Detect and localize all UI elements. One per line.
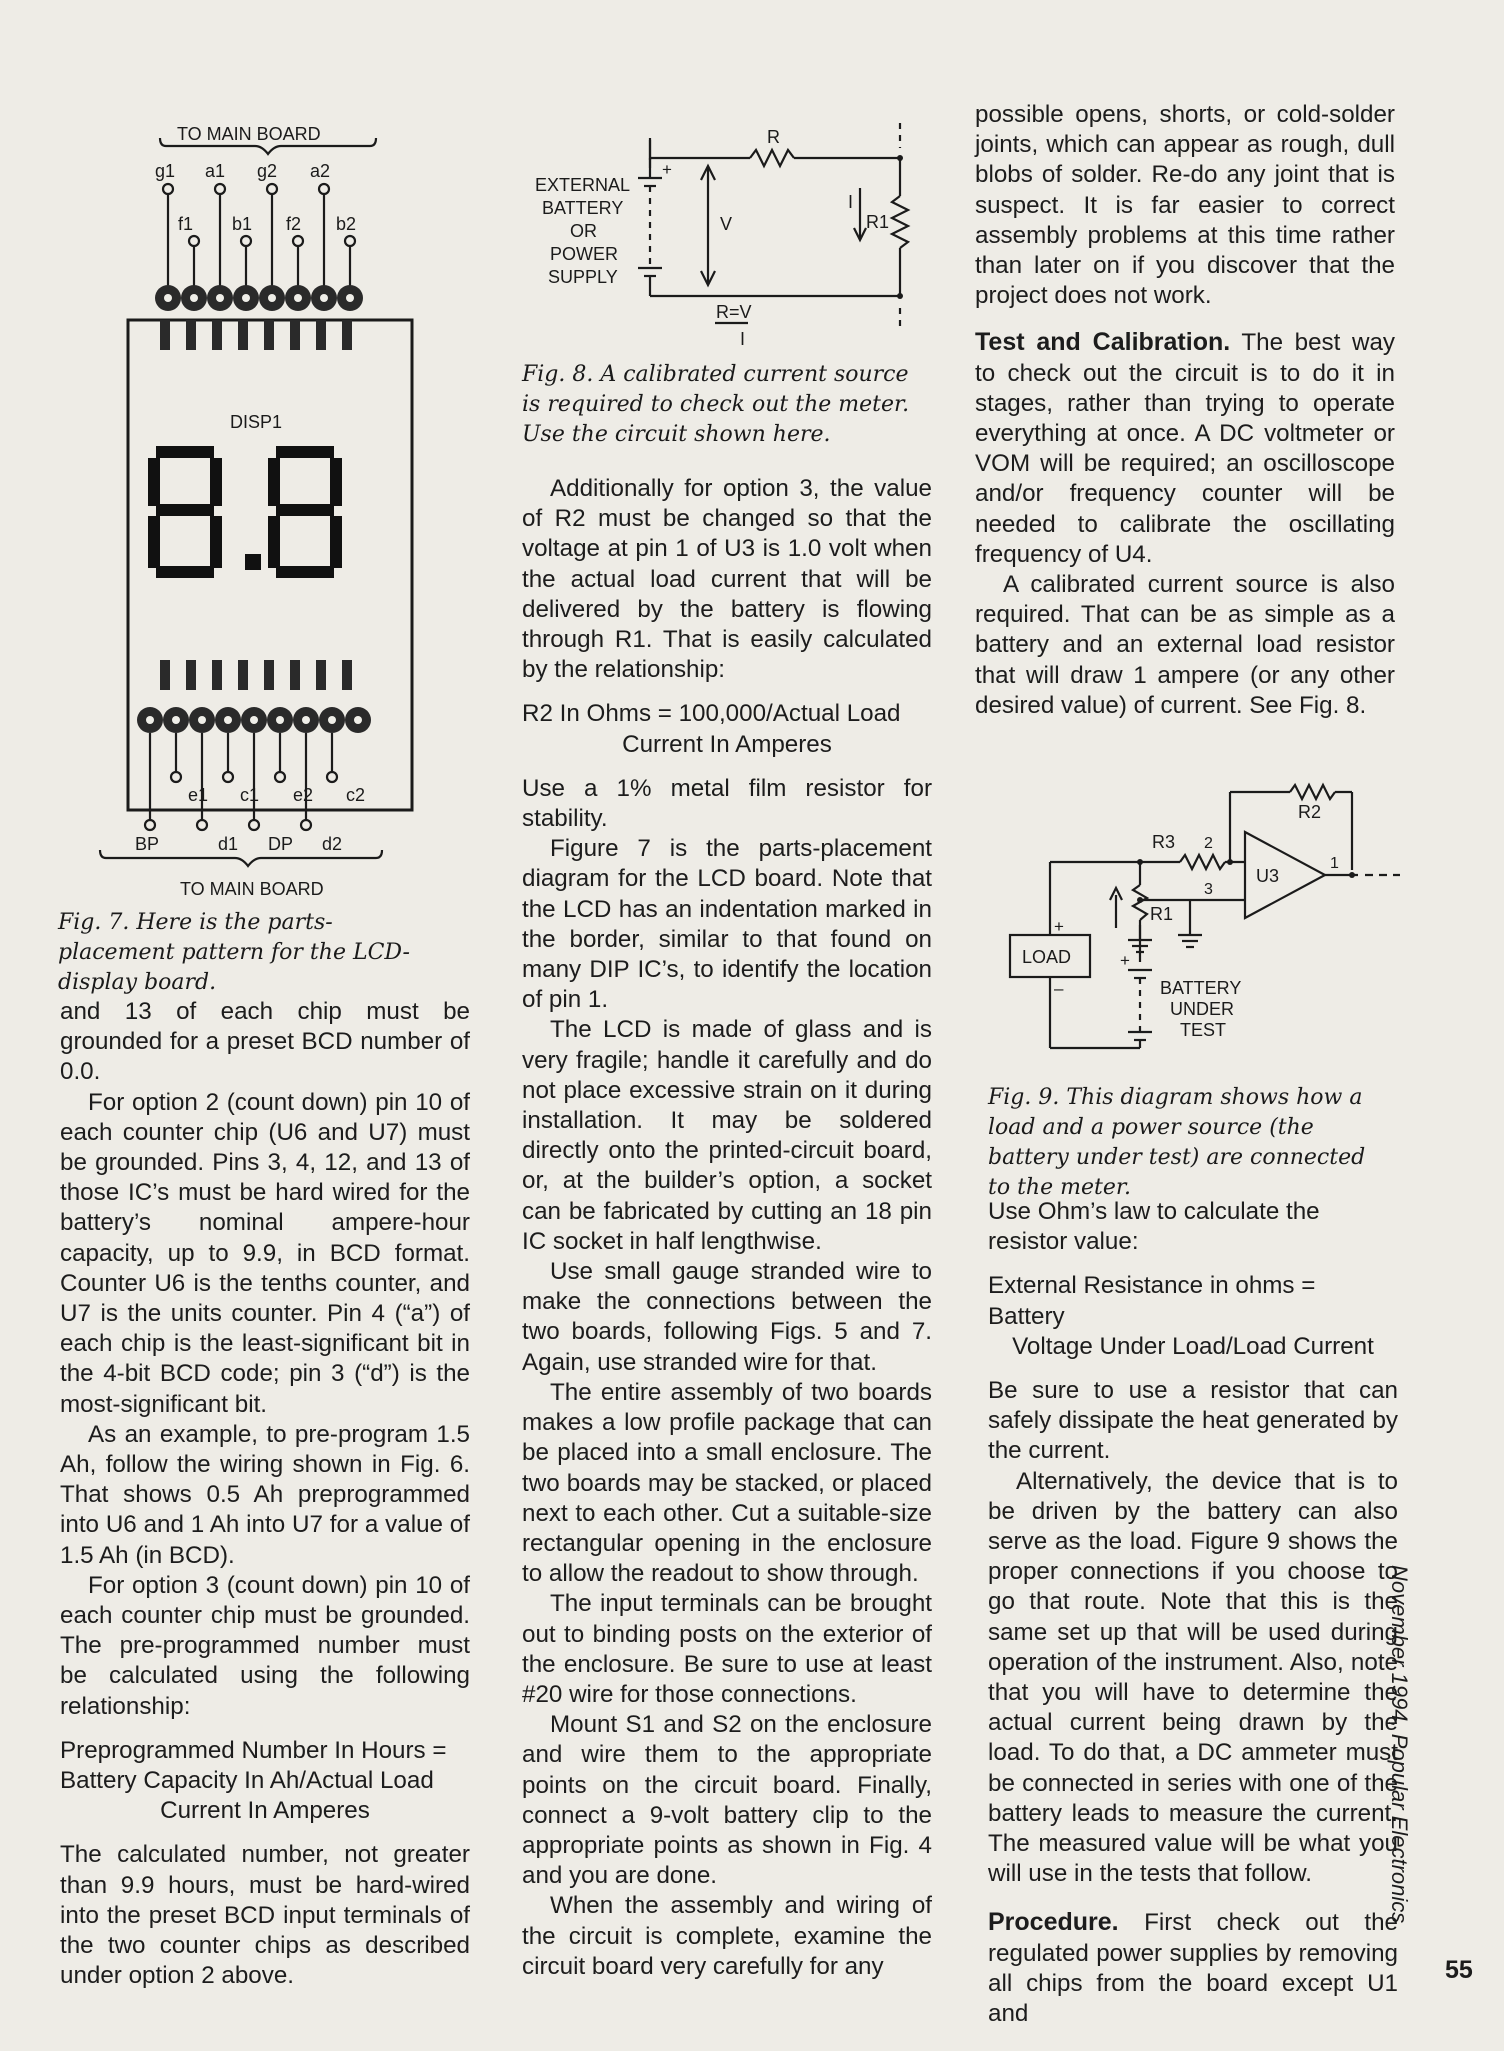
fig8-v-label: V [720,214,733,234]
pin-label-a2: a2 [310,161,331,181]
text-column-2 [522,474,932,1982]
lcd-digit-2 [268,446,342,578]
col1-paragraph: For option 2 (count down) pin 10 of each counter chip (U6 and U7) must be grounded. Pins 3, 4, 12, and 13 of those IC’s must be hard wired for the battery’s nominal ampere-hour capacity, up to 9.9, in BCD format. Counter U6 is the tenths counter, and U7 is the units counter. Pin 4 (“a”) of each chip is the least-significant bit in the 4-bit BCD code; pin 3 (“d”) is the most-significant bit. [60,1088,470,1418]
col2-paragraph: Use a 1% metal film resistor for stability. [522,774,932,833]
col3-section [988,1907,1398,2029]
test-calibration-heading: Test and Calibration. [975,328,1231,357]
page-number: 55 [1445,1956,1473,1984]
pin-label-f2: f2 [286,214,302,234]
col3-paragraph: First check out the regulated power supplies by removing all chips from the board except U1 and [988,1909,1398,2028]
pin-label-g2: g2 [257,161,278,181]
col3-paragraph: Alternatively, the device that is to be driven by the battery can also serve as the load. Figure 9 shows the proper connections if you choose to go that route. Note that this is the same set up that will be used during operation of the instrument. Also, note that you will have to determine the actual current being drawn by the load. To do that, a DC ammeter must be connected in series with one of the battery leads to measure the current. The measured value will be what you will use in the tests that follow. [988,1467,1398,1888]
pin-label-b1: b1 [232,214,253,234]
fig8-battery-line1: EXTERNAL [535,175,631,195]
col2-equation-cont: Current In Amperes [622,730,832,758]
col2-paragraph: Mount S1 and S2 on the enclosure and wire them to the appropriate points on the circuit board. Finally, connect a 9-volt battery clip to the appropriate points as shown in Fig. 4 and you are done. [522,1711,932,1890]
disp1-label: DISP1 [230,412,283,432]
fig8-battery-line4: POWER [550,244,619,264]
fig8-r1-label: R1 [866,212,890,232]
fig9-battery-line3: TEST [1180,1020,1227,1040]
fig7-caption: Fig. 7. Here is the parts-placement pattern for the LCD-display board. [58,910,410,995]
fig8-plus: + [662,160,672,179]
text-column-1 [60,997,470,1992]
pin-label-e1: e1 [188,785,209,805]
fig9-pin3-label: 3 [1204,881,1213,898]
col1-equation: Preprogrammed Number In Hours = Battery Capacity In Ah/Actual Load [60,1736,447,1795]
pin-label-g1: g1 [155,161,176,181]
fig9-r1-label: R1 [1150,904,1174,924]
lcd-digit-1 [148,446,222,578]
pin-label-c1: c1 [240,785,260,805]
fig8-i-label: I [848,192,854,212]
fig8-battery-line5: SUPPLY [548,267,618,287]
col2-paragraph: When the assembly and wiring of the circuit is complete, examine the circuit board very carefully for any [522,1892,932,1980]
fig9-load-minus: – [1054,979,1064,998]
fig9-battery-line2: UNDER [1170,999,1235,1019]
fig9-battery-plus: + [1120,951,1130,970]
col2-paragraph: Additionally for option 3, the value of R2 must be changed so that the voltage at pin 1 of U3 is 1.0 volt when the actual load current that will be delivered by the battery is flowing through R1. That is easily calculated by the relationship: [522,475,932,684]
pin-label-bp: BP [135,834,160,854]
fig9-load-connection-diagram [990,770,1410,1070]
col1-paragraph: For option 3 (count down) pin 10 of each counter chip must be grounded. The pre-programmed number must be calculated using the following relationship: [60,1571,470,1720]
pin-label-c2: c2 [346,785,366,805]
col2-paragraph: The input terminals can be brought out to binding posts on the exterior of the enclosure. Be sure to use at least #20 wire for those connections. [522,1590,932,1708]
col2-paragraph: Figure 7 is the parts-placement diagram for the LCD board. Note that the LCD has an indentation marked in the border, similar to that found on many DIP IC’s, to identify the location of pin 1. [522,835,932,1014]
fig8-formula-denominator: I [740,329,746,349]
fig8-formula-numerator: R=V [716,302,752,322]
fig8-caption: Fig. 8. A calibrated current source is required to check out the meter. Use the circuit shown here. [522,362,910,447]
col1-paragraph: The calculated number, not greater than 9.9 hours, must be hard-wired into the preset BCD input terminals of the two counter chips as described under option 2 above. [60,1841,470,1990]
fig7-lcd-board-diagram [40,108,440,908]
pin-label-f1: f1 [178,214,194,234]
issue-folio: November 1994, Popular Electronics [1387,1565,1412,1924]
col2-paragraph: The LCD is made of glass and is very fragile; handle it carefully and do not place excessive strain on it during installation. It may be soldered directly onto the printed-circuit board, or, at the builder’s option, a socket can be fabricated by cutting an 18 pin IC socket in half lengthwise. [522,1016,932,1255]
col1-equation-cont: Current In Amperes [160,1797,370,1825]
fig8-r-label: R [767,127,780,147]
col1-paragraph: and 13 of each chip must be grounded for a preset BCD number of 0.0. [60,998,470,1086]
col2-paragraph: The entire assembly of two boards makes a low profile package that can be placed into a small enclosure. The two boards may be stacked, or placed next to each other. Cut a suitable-size rectangular opening in the enclosure to allow the readout to show through. [522,1378,932,1588]
col1-paragraph: As an example, to pre-program 1.5 Ah, follow the wiring shown in Fig. 6. That shows 0.5 Ah preprogrammed into U6 and 1 Ah into U7 for a value of 1.5 Ah (in BCD). [60,1420,470,1569]
col3-paragraph: Use Ohm’s law to calculate the resistor value: [988,1198,1320,1256]
fig9-pin1-label: 1 [1330,855,1339,872]
col3-equation: External Resistance in ohms = Battery [988,1272,1316,1330]
col2-equation: R2 In Ohms = 100,000/Actual Load [522,700,901,728]
fig9-pin2-label: 2 [1204,835,1213,852]
col3-paragraph: possible opens, shorts, or cold-solder joints, which can appear as rough, dull blobs of solder. Re-do any joint that is suspect. It is far easier to correct assembly problems at this time rather than later on if you discover that the project does not work. [975,101,1395,310]
fig8-battery-line2: BATTERY [542,198,624,218]
pin-label-a1: a1 [205,161,226,181]
fig8-current-source-diagram [520,118,920,358]
fig9-load-plus: + [1054,917,1064,936]
col3-section [975,327,1395,570]
fig9-r3-label: R3 [1152,832,1176,852]
col3-paragraph: Be sure to use a resistor that can safely dissipate the heat generated by the current. [988,1377,1398,1465]
pin-label-d1: d1 [218,834,239,854]
pin-label-dp: DP [268,834,294,854]
col3-paragraph: The best way to check out the circuit is to do it in stages, rather than trying to operate everything at once. A DC voltmeter or VOM will be required; an oscilloscope and/or frequency counter will be needed to calibrate the oscillating frequency of U4. [975,329,1395,568]
pin-label-e2: e2 [293,785,314,805]
col3-equation-cont: Voltage Under Load/Load Current [1012,1332,1374,1360]
pin-label-b2: b2 [336,214,357,234]
fig7-bottom-label: TO MAIN BOARD [180,879,324,899]
fig9-r2-label: R2 [1298,802,1322,822]
procedure-heading: Procedure. [988,1908,1119,1937]
text-column-3-lower [988,1197,1398,2029]
col2-paragraph: Use small gauge stranded wire to make the connections between the two boards, following Figs. 5 and 7. Again, use stranded wire for that. [522,1258,932,1376]
lcd-decimal-point [245,554,261,570]
pin-label-d2: d2 [322,834,343,854]
fig9-u3-label: U3 [1256,866,1280,886]
col3-paragraph: A calibrated current source is also required. That can be as simple as a battery and an external load resistor that will draw 1 ampere (or any other desired value) of current. See Fig. 8. [975,571,1395,719]
fig9-caption: Fig. 9. This diagram shows how a load and a power source (the battery under test) are connected to the meter. [988,1085,1366,1200]
text-column-3 [975,100,1395,721]
fig8-battery-line3: OR [570,221,597,241]
fig9-load-label: LOAD [1022,947,1072,967]
fig7-top-label: TO MAIN BOARD [177,124,321,144]
fig9-battery-line1: BATTERY [1160,978,1242,998]
